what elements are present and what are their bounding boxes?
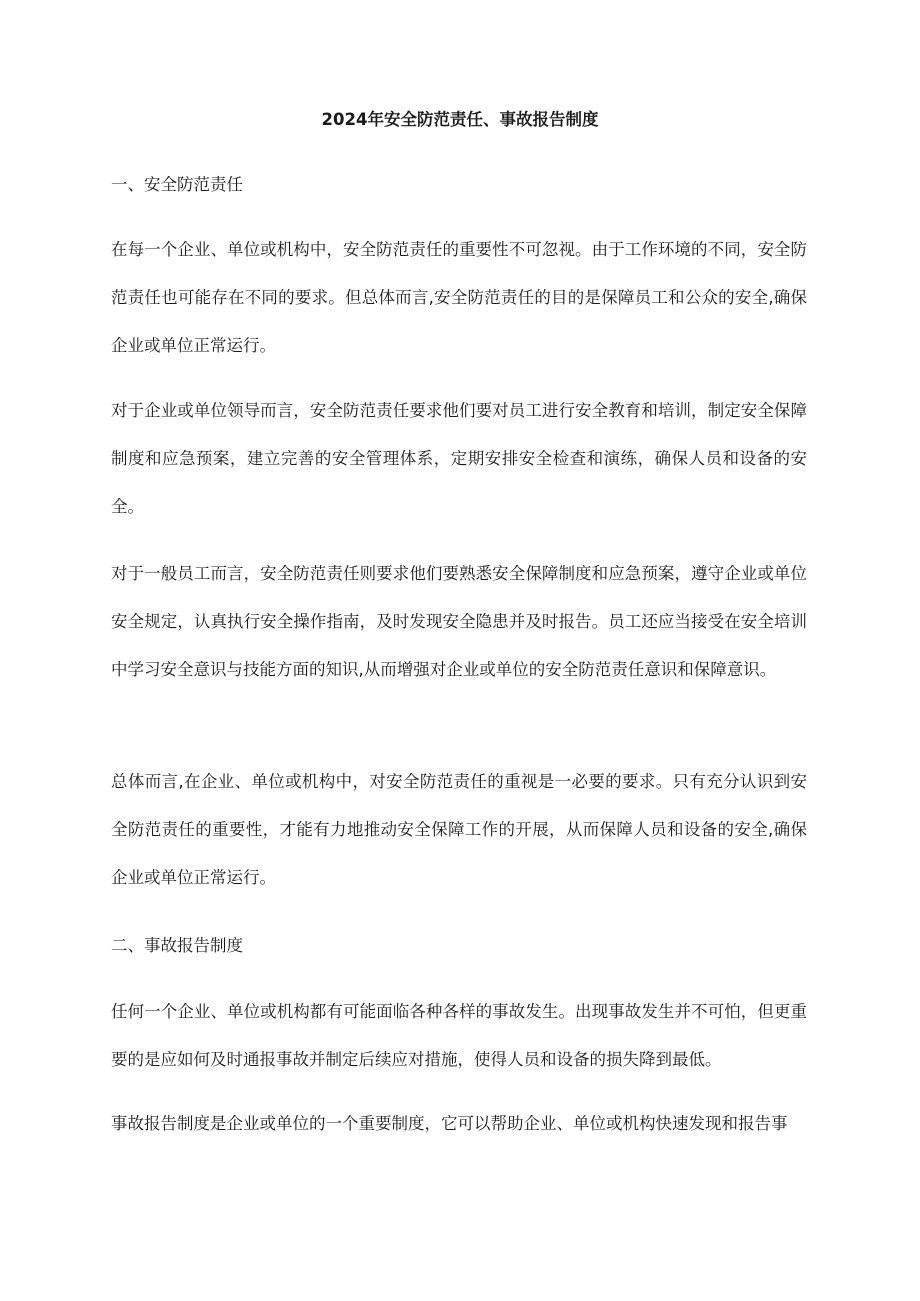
paragraph-leader-responsibility: 对于企业或单位领导而言，安全防范责任要求他们要对员工进行安全教育和培训，制定安全保障制度和应急预案，建立完善的安全管理体系，定期安排安全检查和演练，确保人员和设备的安全。 bbox=[111, 401, 807, 516]
paragraph-employee-responsibility: 对于一般员工而言，安全防范责任则要求他们要熟悉安全保障制度和应急预案，遵守企业或单位安全规定，认真执行安全操作指南，及时发现安全隐患并及时报告。员工还应当接受在安全培训中学习安全意识与技能方面的知识,从而增强对企业或单位的安全防范责任意识和保障意识。 bbox=[111, 564, 807, 679]
paragraph-safety-importance: 在每一个企业、单位或机构中，安全防范责任的重要性不可忽视。由于工作环境的不同，安全防范责任也可能存在不同的要求。但总体而言,安全防范责任的目的是保障员工和公众的安全,确保企业或单位正常运行。 bbox=[111, 240, 807, 355]
paragraph-safety-summary: 总体而言,在企业、单位或机构中，对安全防范责任的重视是一必要的要求。只有充分认识到安全防范责任的重要性，才能有力地推动安全保障工作的开展，从而保障人员和设备的安全,确保企业或单位正常运行。 bbox=[111, 772, 807, 887]
paragraph-accident-reporting-system: 事故报告制度是企业或单位的一个重要制度，它可以帮助企业、单位或机构快速发现和报告事 bbox=[111, 1114, 788, 1133]
section-heading-accident-reporting: 二、事故报告制度 bbox=[111, 936, 243, 955]
document-title: 2024年安全防范责任、事故报告制度 bbox=[321, 110, 599, 129]
section-heading-safety-responsibility: 一、安全防范责任 bbox=[111, 175, 243, 194]
paragraph-accident-occurrence: 任何一个企业、单位或机构都有可能面临各种各样的事故发生。出现事故发生并不可怕，但更重要的是应如何及时通报事故并制定后续应对措施，使得人员和设备的损失降到最低。 bbox=[111, 1002, 807, 1069]
